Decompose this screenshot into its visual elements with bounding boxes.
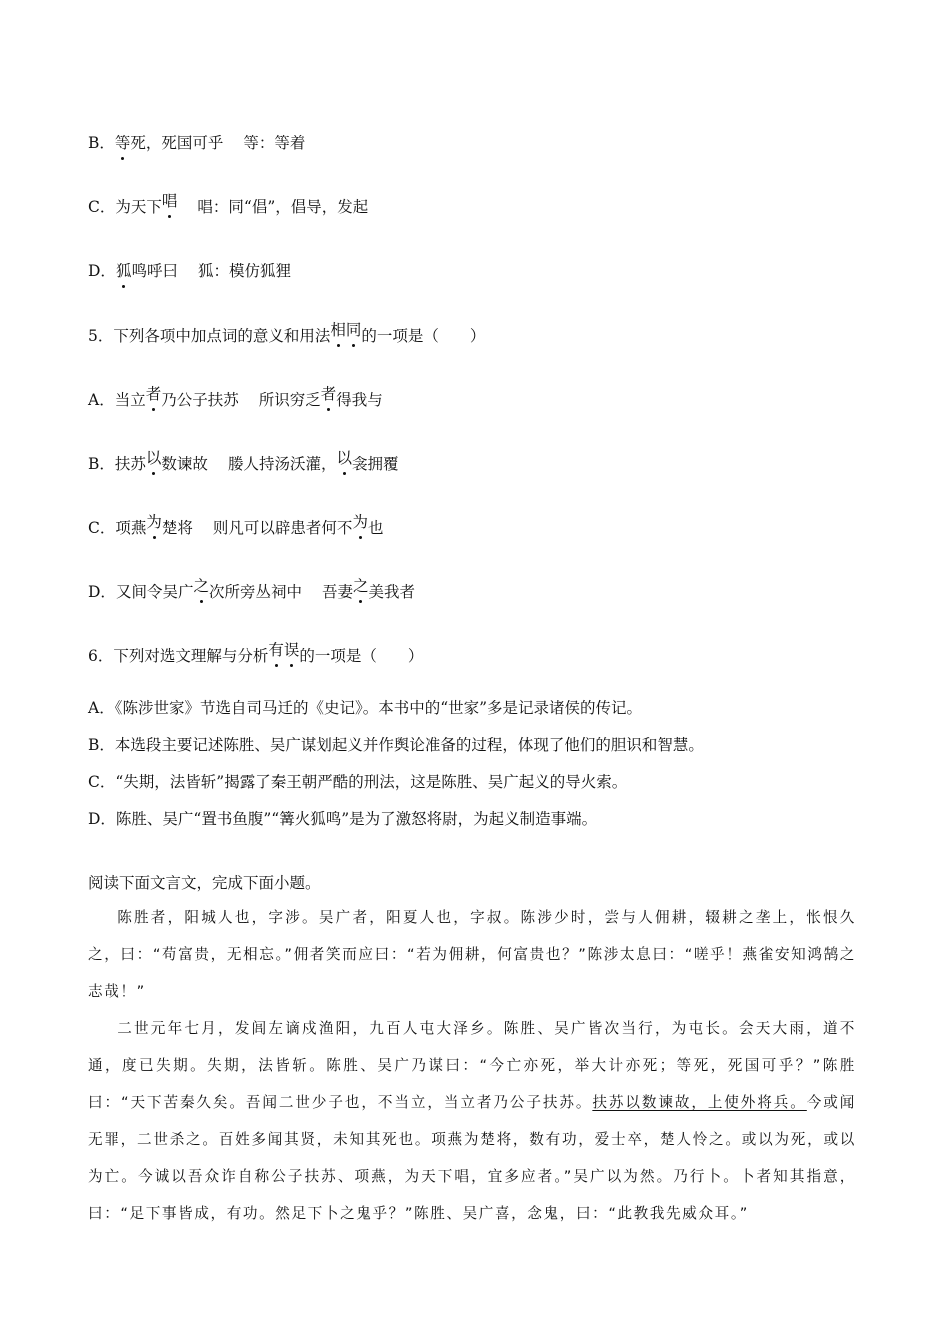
passage-text: 二世元年七月，发闾左谪戍渔阳，九百人屯大泽乡。陈胜、吴广皆次当行，为屯长。会天大雨，道不通，度已失期。失期，法皆斩。陈胜、吴广乃谋曰：“今亡亦死，举大计亦死；等死，死国可乎？”陈胜曰：“天下苦秦久矣。吾闻二世少子也，不当立，当立者乃公子扶苏。 bbox=[88, 1020, 856, 1111]
option-text: 媵人持汤沃灌， bbox=[227, 455, 337, 473]
q6-option-b: B．本选段主要记述陈胜、吴广谋划起义并作舆论准备的过程，体现了他们的胆识和智慧。 bbox=[88, 736, 704, 754]
option-text: 得我与 bbox=[336, 391, 383, 409]
q6-stem bbox=[88, 641, 424, 666]
q5-option-a bbox=[88, 385, 383, 410]
option-text: 吾妻 bbox=[321, 583, 353, 601]
option-text: 数谏故 bbox=[161, 455, 208, 473]
option-letter: C． bbox=[88, 519, 116, 537]
passage-paragraph-2 bbox=[88, 1010, 856, 1232]
option-gloss: 等：等着 bbox=[243, 134, 306, 152]
dotted-char: 为 bbox=[146, 513, 162, 531]
dotted-char: 相 bbox=[330, 321, 346, 339]
q6-option-a: A．《陈涉世家》节选自司马迁的《史记》。本书中的“世家”多是记录诸侯的传记。 bbox=[88, 699, 643, 717]
dotted-char: 同 bbox=[345, 321, 362, 339]
option-text: 扶苏 bbox=[114, 455, 146, 473]
underlined-sentence: 扶苏以数谏故，上使外将兵。 bbox=[592, 1094, 807, 1111]
q4-option-b bbox=[88, 133, 305, 153]
stem-text: 6．下列对选文理解与分析 bbox=[88, 647, 269, 665]
option-text: 楚将 bbox=[161, 519, 193, 537]
q5-option-b bbox=[88, 449, 399, 474]
option-text: 次所旁丛祠中 bbox=[208, 583, 302, 601]
option-letter: B． bbox=[88, 455, 115, 473]
option-text: 也 bbox=[367, 519, 384, 537]
dotted-char: 误 bbox=[283, 641, 300, 659]
option-letter: A． bbox=[88, 391, 115, 409]
dotted-char: 者 bbox=[145, 385, 162, 403]
option-text: 又间令吴广 bbox=[115, 583, 194, 601]
option-gloss: 唱：同“倡”，倡导，发起 bbox=[197, 198, 369, 216]
dotted-char: 以 bbox=[336, 449, 352, 467]
dotted-char: 等 bbox=[114, 134, 131, 152]
option-text: 美我者 bbox=[368, 583, 416, 601]
option-letter: B． bbox=[88, 134, 115, 152]
option-text: 死，死国可乎 bbox=[130, 134, 224, 152]
dotted-char: 有 bbox=[268, 641, 284, 659]
dotted-char: 以 bbox=[145, 449, 162, 467]
option-letter: D． bbox=[88, 583, 116, 601]
stem-text: 的一项是（ ） bbox=[361, 327, 486, 345]
option-gloss: 狐：模仿狐狸 bbox=[197, 262, 291, 280]
q5-option-d bbox=[88, 577, 416, 602]
stem-text: 的一项是（ ） bbox=[299, 647, 424, 665]
option-text: 项燕 bbox=[115, 519, 147, 537]
q4-option-d bbox=[88, 261, 291, 281]
reading-instruction: 阅读下面文言文，完成下面小题。 bbox=[88, 874, 321, 892]
option-text: 鸣呼曰 bbox=[131, 262, 178, 280]
stem-text: 5．下列各项中加点词的意义和用法 bbox=[88, 327, 331, 345]
q6-option-d: D．陈胜、吴广“置书鱼腹”“篝火狐鸣”是为了激怒将尉，为起义制造事端。 bbox=[88, 810, 598, 828]
q4-option-c bbox=[88, 192, 369, 217]
dotted-char: 之 bbox=[353, 577, 369, 595]
option-text: 衾拥覆 bbox=[351, 455, 399, 473]
dotted-char: 狐 bbox=[115, 262, 132, 280]
q6-option-c: C．“失期，法皆斩”揭露了秦王朝严酷的刑法，这是陈胜、吴广起义的导火索。 bbox=[88, 773, 628, 791]
q5-stem bbox=[88, 321, 486, 346]
passage-text: 今或闻无罪，二世杀之。百姓多闻其贤，未知其死也。项燕为楚将，数有功，爱士卒，楚人怜之。或以为死，或以为亡。今诚以吾众诈自称公子扶苏、项燕，为天下唱，宜多应者。”吴广以为然。乃行卜。卜者知其指意，曰：“足下事皆成，有功。然足下卜之鬼乎？”陈胜、吴广喜，念鬼，曰：“此教我先威众耳。” bbox=[88, 1094, 856, 1222]
option-text: 为天下 bbox=[115, 198, 162, 216]
option-text: 则凡可以辟患者何不 bbox=[212, 519, 353, 537]
passage-paragraph-1: 陈胜者，阳城人也，字涉。吴广者，阳夏人也，字叔。陈涉少时，尝与人佣耕，辍耕之垄上，怅恨久之，曰：“苟富贵，无相忘。”佣者笑而应曰：“若为佣耕，何富贵也？”陈涉太息曰：“嗟乎！燕雀安知鸿鹄之志哉！” bbox=[88, 909, 856, 1000]
dotted-char: 者 bbox=[320, 385, 337, 403]
option-text: 当立 bbox=[114, 391, 146, 409]
q5-option-c bbox=[88, 513, 384, 538]
option-letter: D． bbox=[88, 262, 116, 280]
option-text: 所识穷乏 bbox=[258, 391, 321, 409]
option-text: 乃公子扶苏 bbox=[161, 391, 239, 409]
dotted-char: 唱 bbox=[161, 192, 178, 210]
dotted-char: 之 bbox=[193, 577, 209, 595]
option-letter: C． bbox=[88, 198, 116, 216]
dotted-char: 为 bbox=[352, 513, 368, 531]
